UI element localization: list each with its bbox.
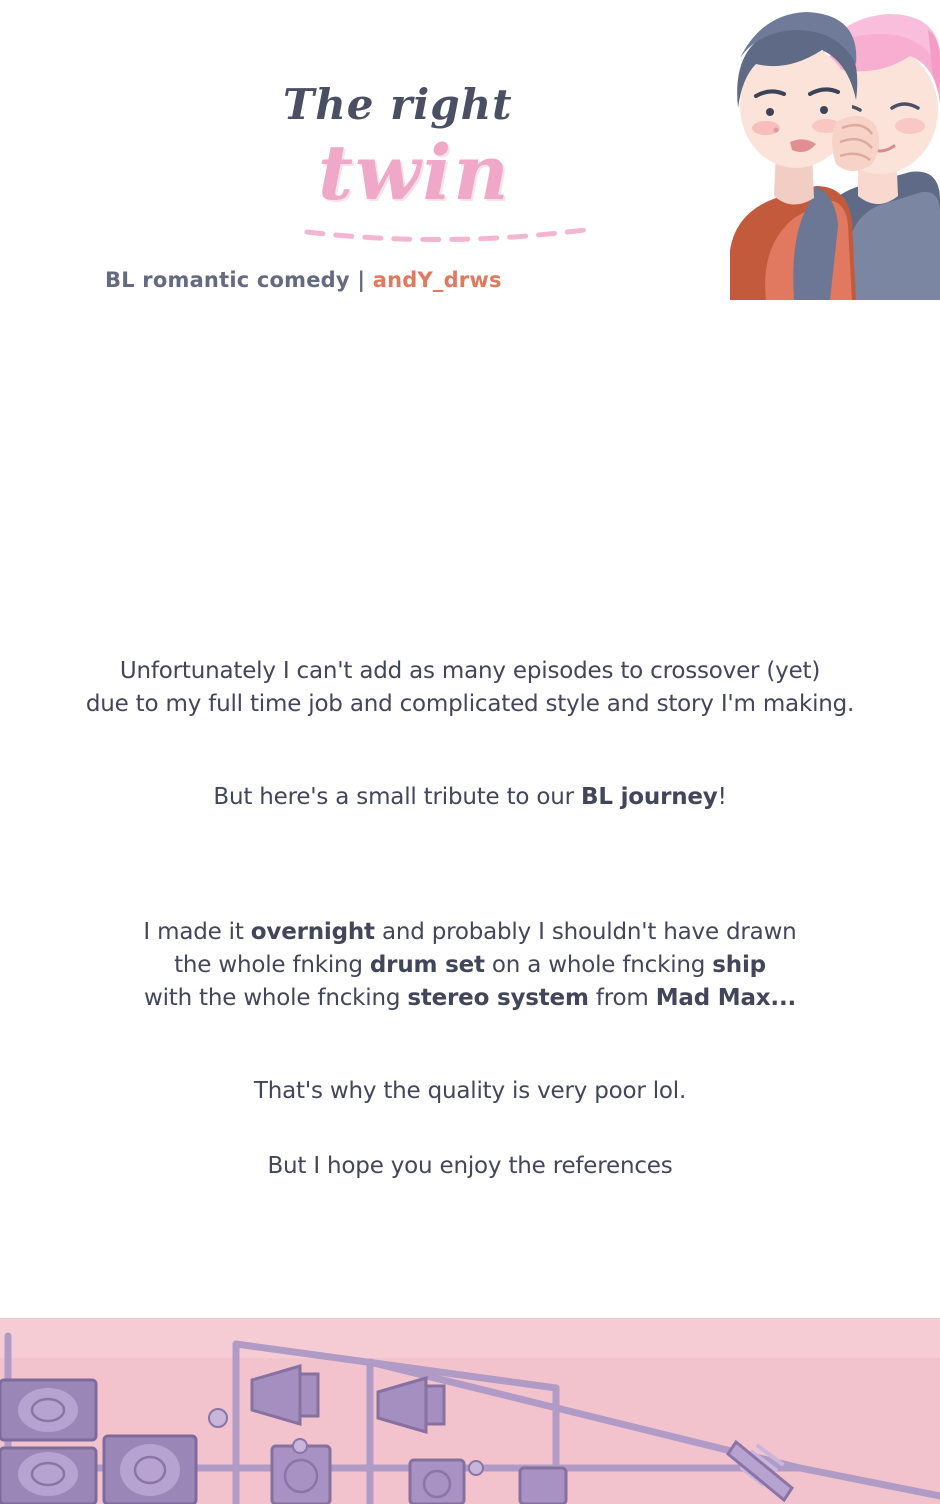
note-paragraph-2 — [0, 781, 940, 814]
tagline-separator: | — [357, 268, 366, 292]
series-tagline — [105, 268, 502, 292]
note-p1-line1: Unfortunately I can't add as many episodes to crossover (yet) — [119, 658, 821, 684]
spacer-2 — [0, 814, 940, 874]
note-p3-l3-bold2: Mad Max... — [655, 985, 797, 1011]
note-paragraph-4: That's why the quality is very poor lol. — [253, 1078, 687, 1104]
bottom-panel-artwork — [0, 1318, 940, 1504]
note-p2-bold: BL journey — [581, 784, 718, 810]
note-p3-line2 — [0, 949, 940, 982]
note-p2-prefix: But here's a small tribute to our — [213, 784, 582, 810]
banner-artwork — [580, 0, 940, 300]
series-banner — [0, 0, 940, 318]
note-paragraph-5: But I hope you enjoy the references — [267, 1153, 673, 1179]
note-paragraph-1 — [0, 655, 940, 721]
spacer-4 — [0, 1015, 940, 1075]
note-p2-suffix: ! — [717, 784, 727, 810]
spacer-1 — [0, 721, 940, 781]
note-p3-line3 — [0, 982, 940, 1015]
note-p1-line2: due to my full time job and complicated style and story I'm making. — [85, 691, 855, 717]
speaker-rig-illustration-icon — [0, 1318, 940, 1504]
two-boys-whispering-icon — [580, 0, 940, 300]
spacer-5 — [0, 1108, 940, 1150]
note-p3-l1-bold: overnight — [250, 919, 375, 945]
note-p3-l2-a: the whole fnking — [174, 952, 370, 978]
note-p3-l1-b: and probably I shouldn't have drawn — [374, 919, 797, 945]
author-note — [0, 655, 940, 1183]
note-p3-l3-bold1: stereo system — [407, 985, 589, 1011]
series-logo-title: twin — [318, 128, 511, 217]
note-p3-l3-b: from — [588, 985, 656, 1011]
note-p3-line1 — [0, 916, 940, 949]
note-paragraph-3 — [0, 916, 940, 1015]
note-p3-l2-bold1: drum set — [369, 952, 485, 978]
spacer-3 — [0, 874, 940, 916]
series-logo-script: The right — [283, 80, 513, 129]
note-p3-l1-a: I made it — [143, 919, 251, 945]
tagline-author[interactable]: andY_drws — [372, 268, 502, 292]
note-p3-l2-bold2: ship — [712, 952, 766, 978]
tagline-genre: BL romantic comedy — [105, 268, 350, 292]
dashed-underline-icon — [303, 228, 588, 242]
note-p3-l2-b: on a whole fncking — [484, 952, 713, 978]
note-p3-l3-a: with the whole fncking — [143, 985, 408, 1011]
